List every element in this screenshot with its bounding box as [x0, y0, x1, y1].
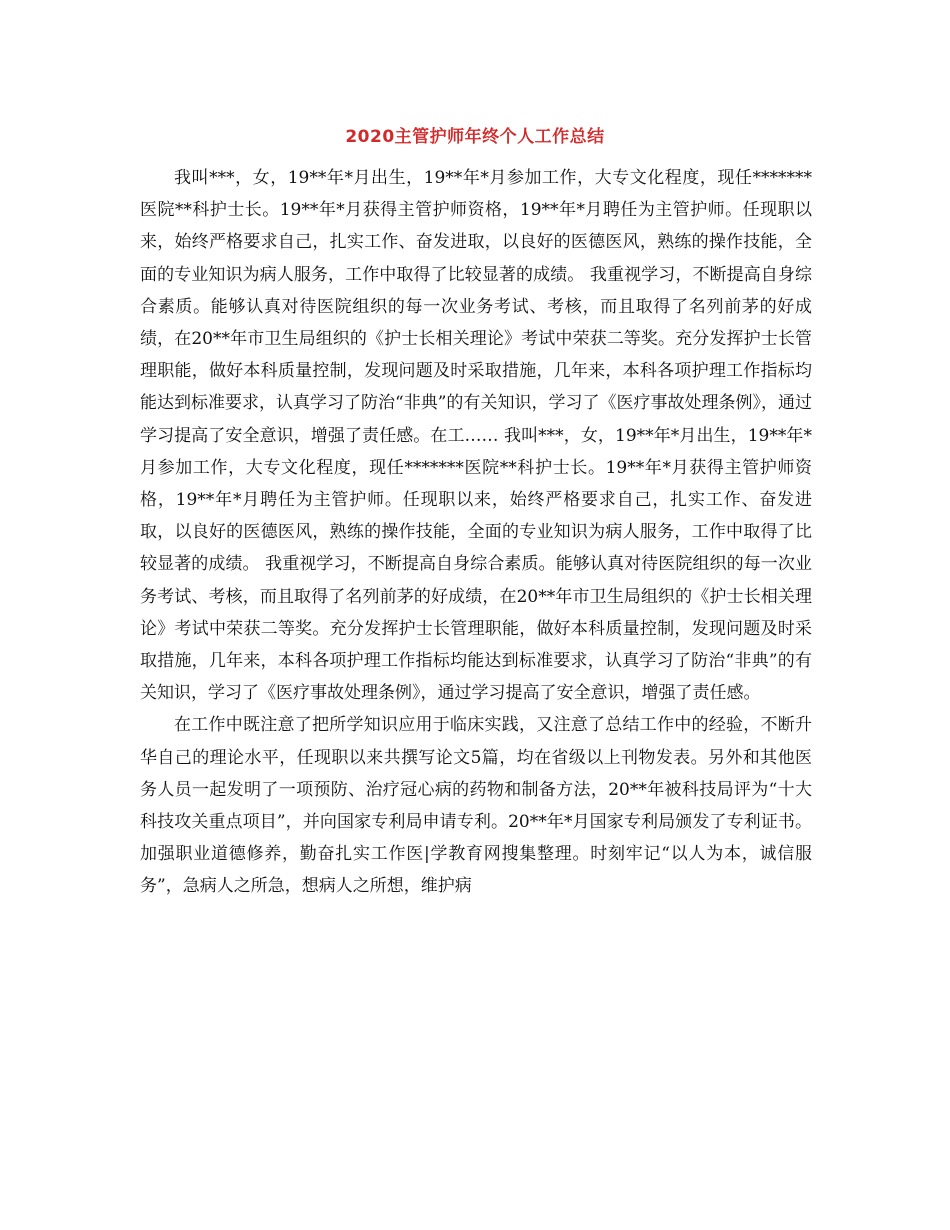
document-body: [140, 162, 812, 903]
paragraph-1: 我叫***，女，19**年*月出生，19**年*月参加工作，大专文化程度，现任*******医院**科护士长。19**年*月获得主管护师资格，19**年*月聘任为主管护师。任现职以来，始终严格要求自己，扎实工作、奋发进取，以良好的医德医风，熟练的操作技能，全面的专业知识为病人服务，工作中取得了比较显著的成绩。 我重视学习，不断提高自身综合素质。能够认真对待医院组织的每一次业务考试、考核，而且取得了名列前茅的好成绩，在20**年市卫生局组织的《护士长相关理论》考试中荣获二等奖。充分发挥护士长管理职能，做好本科质量控制，发现问题及时采取措施，几年来，本科各项护理工作指标均能达到标准要求，认真学习了防治“非典”的有关知识，学习了《医疗事故处理条例》，通过学习提高了安全意识，增强了责任感。在工…… 我叫***，女，19**年*月出生，19**年*月参加工作，大专文化程度，现任*******医院**科护士长。19**年*月获得主管护师资格，19**年*月聘任为主管护师。任现职以来，始终严格要求自己，扎实工作、奋发进取，以良好的医德医风，熟练的操作技能，全面的专业知识为病人服务，工作中取得了比较显著的成绩。 我重视学习，不断提高自身综合素质。能够认真对待医院组织的每一次业务考试、考核，而且取得了名列前茅的好成绩，在20**年市卫生局组织的《护士长相关理论》考试中荣获二等奖。充分发挥护士长管理职能，做好本科质量控制，发现问题及时采取措施，几年来，本科各项护理工作指标均能达到标准要求，认真学习了防治“非典”的有关知识，学习了《医疗事故处理条例》，通过学习提高了安全意识，增强了责任感。: [140, 168, 812, 704]
paragraph-2: 在工作中既注意了把所学知识应用于临床实践，又注意了总结工作中的经验，不断升华自己的理论水平，任现职以来共撰写论文5篇，均在省级以上刊物发表。另外和其他医务人员一起发明了一项预防、治疗冠心病的药物和制备方法，20**年被科技局评为“十大科技攻关重点项目”，并向国家专利局申请专利。20**年*月国家专利局颁发了专利证书。 加强职业道德修养，勤奋扎实工作医|学教育网搜集整理。时刻牢记“以人为本，诚信服务”，急病人之所急，想病人之所想，维护病: [140, 715, 812, 897]
document-title: 2020主管护师年终个人工作总结: [345, 127, 605, 147]
